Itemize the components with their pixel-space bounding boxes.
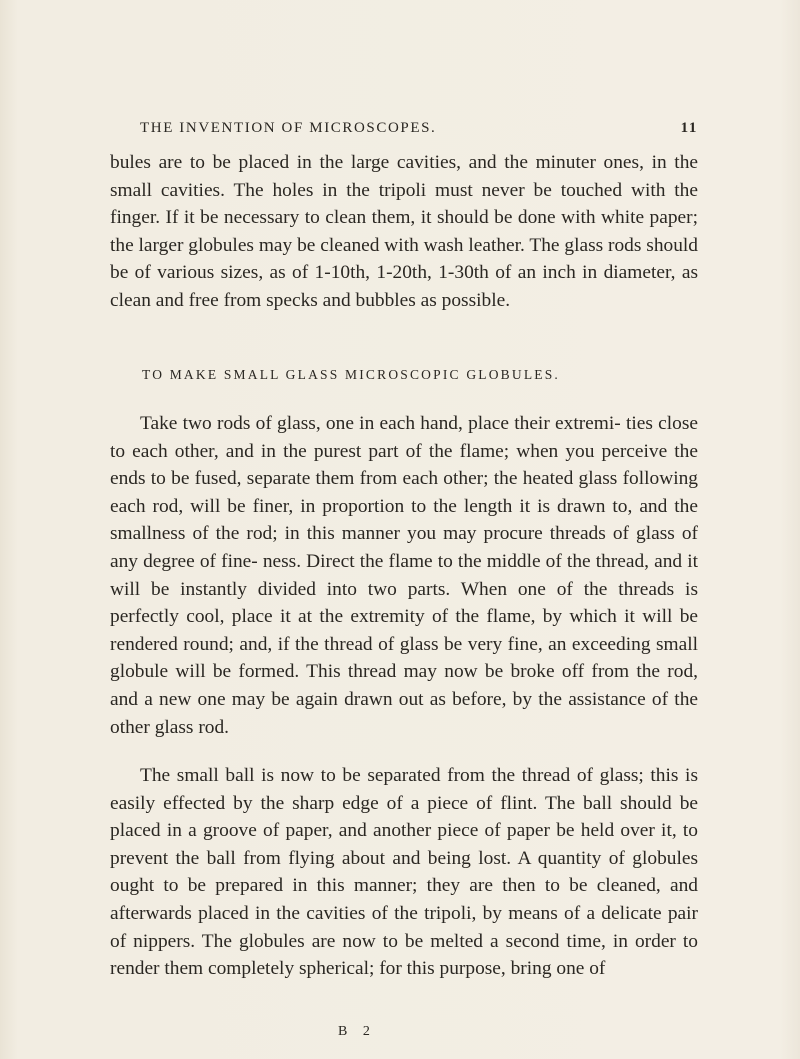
running-title: THE INVENTION OF MICROSCOPES. (140, 120, 437, 136)
page-number: 11 (680, 120, 698, 136)
paragraph-small-ball: The small ball is now to be separated from the thread of glass; this is easily effected by the sharp edge of a piece of flint. The ball should be placed in a groove of paper, and another piece of paper be held over it, to prevent the ball from flying about and being lost. A quantity of globules ought to be prepared in this manner; they are then to be cleaned, and afterwards placed in the cavities of the tripoli, by means of a delicate pair of nippers. The globules are now to be melted a second time, in order to render them completely spherical; for this purpose, bring one of (110, 765, 698, 980)
paragraph-continuation: bules are to be placed in the large cavities, and the minuter ones, in the small cavities. The holes in the tripoli must never be touched with the finger. If it be necessary to clean them, it should be done with white paper; the larger globules may be cleaned with wash leather. The glass rods should be of various sizes, as of 1-10th, 1-20th, 1-30th of an inch in diameter, as clean and free from specks and bubbles as possible. (110, 152, 698, 311)
running-header (110, 120, 698, 140)
signature-mark: B 2 (338, 1024, 376, 1039)
paragraph-glass-rods: Take two rods of glass, one in each hand, place their extremi- ties close to each other, and in the purest part of the flame; when you perceive the ends to be fused, separate them from each other; the heated glass following each rod, will be finer, in proportion to the length it is drawn to, and the smallness of the rod; in this manner you may procure threads of glass of any degree of fine- ness. Direct the flame to the middle of the thread, and it will be instantly divided into two parts. When one of the threads is perfectly cool, place it at the extremity of the flame, by which it will be rendered round; and, if the thread of glass be very fine, an exceeding small globule will be formed. This thread may now be broke off from the rod, and a new one may be again drawn out as before, by the assistance of the other glass rod. (110, 413, 698, 738)
section-heading: TO MAKE SMALL GLASS MICROSCOPIC GLOBULES. (142, 367, 560, 382)
